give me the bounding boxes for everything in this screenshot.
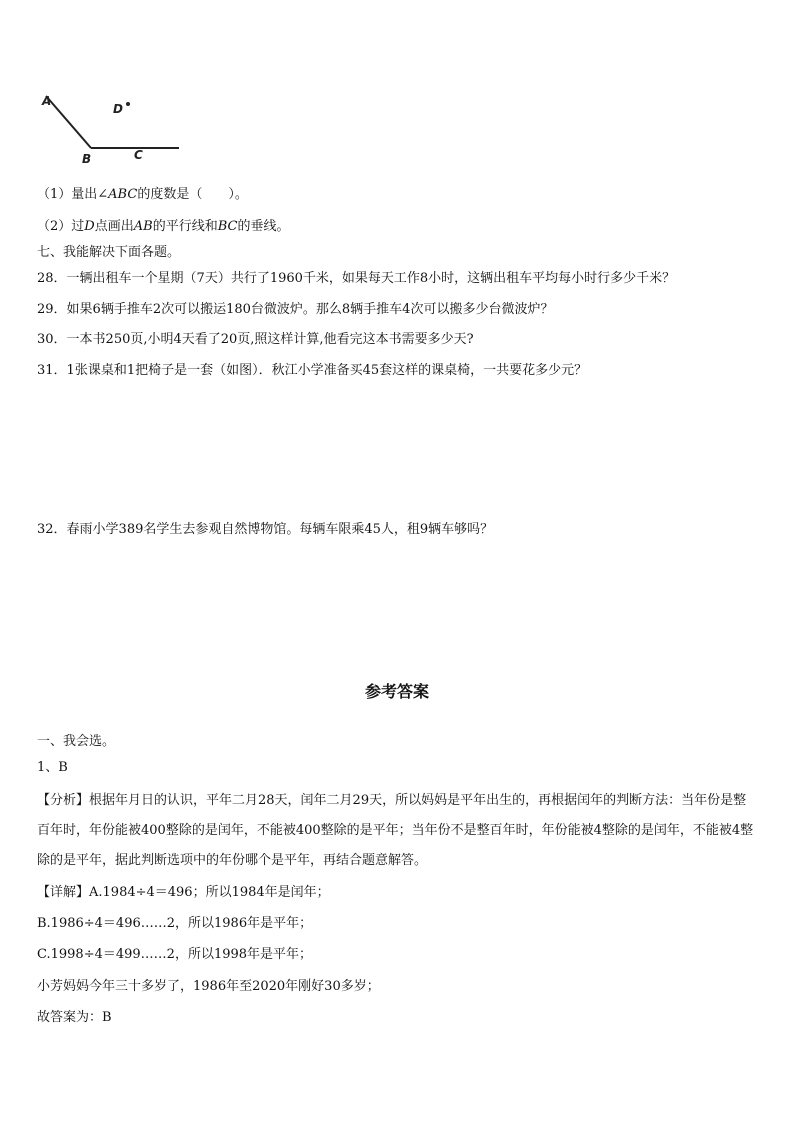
question-28: 28．一辆出租车一个星期（7天）共行了1960千米，如果每天工作8小时，这辆出租车平均每小时行多少千米？ xyxy=(37,271,676,286)
sub-question-2-text-1: （2）过 xyxy=(37,219,85,234)
answer-title: 参考答案 xyxy=(364,682,429,701)
line-bc-label: BC xyxy=(217,219,238,234)
label-d: D xyxy=(113,102,123,116)
ray-ba xyxy=(46,96,91,148)
label-b: B xyxy=(82,152,92,166)
question-29: 29．如果6辆手推车2次可以搬运180台微波炉。那么8辆手推车4次可以搬多少台微波炉？ xyxy=(37,302,554,317)
label-a: A xyxy=(42,94,52,108)
line-ab-label: AB xyxy=(133,219,153,234)
answer-detail-4: 小芳妈妈今年三十多岁了，1986年至2020年刚好30多岁； xyxy=(37,979,380,994)
label-c: C xyxy=(134,148,143,162)
section-7-heading: 七、我能解决下面各题。 xyxy=(37,245,181,260)
angle-symbol: ∠ABC xyxy=(97,187,138,202)
answer-detail-1: 【详解】A.1984÷4＝496；所以1984年是闰年； xyxy=(37,885,330,900)
angle-figure xyxy=(36,88,186,168)
answer-item-1: 1、B xyxy=(37,760,68,775)
sub-question-2-text-2: 点画出 xyxy=(94,219,134,234)
answer-conclusion: 故答案为：B xyxy=(37,1010,112,1025)
sub-question-1-suffix: 的度数是（ ）。 xyxy=(137,187,248,202)
sub-question-2 xyxy=(37,217,289,237)
answer-section-1: 一、我会选。 xyxy=(37,734,116,749)
answer-analysis: 【分析】根据年月日的认识，平年二月28天，闰年二月29天，所以妈妈是平年出生的，再根据闰年的判断方法：当年份是整百年时，年份能被400整除的是闰年，不能被400整除的是平年；当年份不是整百年时，年份能被4整除的是闰年，不能被4整除的是平年，据此判断选项中的年份哪个是平年，再结合题意解答。 xyxy=(37,793,754,868)
angle-abc-diagram xyxy=(36,88,186,168)
sub-question-2-text-4: 的垂线。 xyxy=(237,219,290,234)
sub-question-1 xyxy=(37,185,248,205)
question-30: 30．一本书250页,小明4天看了20页,照这样计算,他看完这本书需要多少天? xyxy=(37,332,474,347)
sub-question-2-text-3: 的平行线和 xyxy=(152,219,218,234)
sub-question-1-text: （1）量出 xyxy=(37,187,98,202)
point-d xyxy=(126,102,130,106)
question-32: 32．春雨小学389名学生去参观自然博物馆。每辆车限乘45人，租9辆车够吗？ xyxy=(37,522,494,537)
answer-detail-2: B.1986÷4＝496……2，所以1986年是平年； xyxy=(37,916,313,931)
point-d-label: D xyxy=(84,219,95,234)
answer-detail-3: C.1998÷4＝499……2，所以1998年是平年； xyxy=(37,947,313,962)
question-31: 31．1张课桌和1把椅子是一套（如图）．秋江小学准备买45套这样的课桌椅，一共要花多少元？ xyxy=(37,363,588,378)
